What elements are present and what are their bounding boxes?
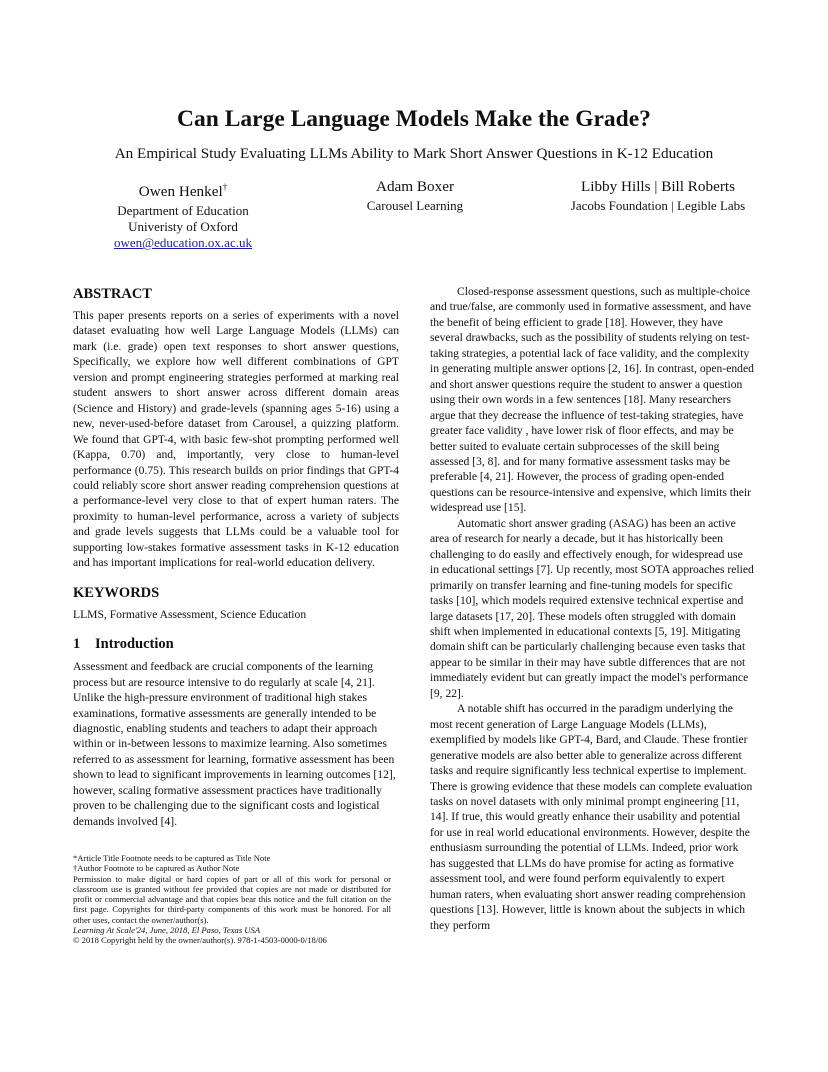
- author-block-henkel: [93, 178, 273, 251]
- introduction-heading: 1 Introduction: [73, 636, 174, 653]
- abstract-heading: ABSTRACT: [73, 286, 152, 302]
- keywords-text: LLMS, Formative Assessment, Science Education: [73, 607, 307, 621]
- author-block-boxer: [335, 178, 495, 214]
- author-footnote: †Author Footnote to be captured as Author Note: [73, 863, 240, 874]
- venue-line: Learning At Scale'24, June, 2018, El Paso, Texas USA: [73, 925, 261, 936]
- body-paragraph: A notable shift has occurred in the paradigm underlying the most recent generation of Large Language Models (LLMs), exemplified by models like GPT-4, Bard, and Claude. These frontier generative models are also better able to generalize across different tasks and require significantly less technical expertise to implement. There is growing evidence that these models can complete evaluation tasks on novel datasets with only minimal prompt engineering [11, 14]. If true, this would greatly enhance their usability and potential for use in real world educational environments. However, despite the enthusiasm surrounding the potential of LLMs. Indeed, prior work has suggested that LLMs do have promise for acting as formative assessment tool, and were found perform equivalently to expert human raters, when evaluating short answer reading comprehension questions [13]. However, little is known about the subjects in which they perform: [430, 702, 753, 932]
- right-column: [430, 284, 754, 933]
- copyright-line: © 2018 Copyright held by the owner/author(s). 978-1-4503-0000-0/18/06: [73, 935, 327, 946]
- keywords-heading: KEYWORDS: [73, 584, 160, 601]
- body-paragraph: Automatic short answer grading (ASAG) has been an active area of research for nearly a decade, but it has historically been challenging to do easily and effectively enough, for widespread use in educational settings [7]. Up recently, most SOTA approaches relied primarily on transfer learning and fine-tuning models for specific tasks [10], which models required extensive technical expertise and large datasets [17, 20]. These models often struggled with domain shift when implemented in educational contexts [5, 19]. Mitigating domain shift can be particularly challenging because even tasks that appear to be similar in their may have subtle differences that are not immediately evident but can greatly impact the model's performance [9, 22].: [430, 516, 754, 700]
- abstract-text: This paper presents reports on a series of experiments with a novel dataset evaluating how well Large Language Models (LLMs) can mark (i.e. grade) open text responses to short answer questions, Specifically, we explore how well different combinations of GPT version and prompt engineering strategies performed at marking real student answers to short answer across different domain areas (Science and History) and grade-levels (spanning ages 5-16) using a new, never-used-before dataset from Carousel, a quizzing platform. We found that GPT-4, with basic few-shot prompting performed well (Kappa, 0.70) and, importantly, very close to human-level performance (0.75). This research builds on prior findings that GPT-4 could reliably score short answer reading comprehension questions at a performance-level very close to that of expert human raters. The proximity to human-level performance, across a variety of subjects and grade levels suggests that LLMs could be a valuable tool for supporting low-stakes formative assessment tasks in K-12 education and has important implications for real-world education delivery.: [73, 309, 399, 570]
- author-name: Libby Hills | Bill Roberts: [580, 178, 736, 195]
- title-footnote: *Article Title Footnote needs to be captured as Title Note: [73, 853, 271, 863]
- paper-subtitle: An Empirical Study Evaluating LLMs Ability to Mark Short Answer Questions in K-12 Education: [114, 145, 714, 162]
- author-affiliation: Univeristy of Oxford: [128, 219, 238, 235]
- author-block-hills-roberts: [548, 178, 768, 214]
- author-affiliation: Department of Education: [117, 203, 249, 219]
- footnotes: [73, 853, 391, 946]
- permission-notice: Permission to make digital or hard copies of part or all of this work for personal or classroom use is granted without fee provided that copies are not made or distributed for profit or commercial advantage and that copies bear this notice and the full citation on the first page. Copyrights for third-party components of this work must be honored. For all other uses, contact the owner/author(s).: [73, 873, 391, 925]
- author-name: Owen Henkel†: [138, 182, 228, 201]
- author-email-link[interactable]: owen@education.ox.ac.uk: [114, 235, 252, 251]
- author-affiliation: Carousel Learning: [366, 198, 464, 213]
- body-paragraph: Closed-response assessment questions, such as multiple-choice and true/false, are commonly used in formative assessment, and have the benefit of being efficient to grade [18]. However, they have several drawbacks, such as the possibility of students relying on test-taking strategies, a potential lack of face validity, and the complexity in generating multiple answer options [2, 16]. In contrast, open-ended and short answer questions require the student to answer a question using their own words in a few sentences [18]. Many researchers argue that they decrease the influence of test-taking strategies, have greater face validity , have lower risk of floor effects, and may be better suited to evaluate certain subprocesses of the skill being assessed [3, 8]. and for many formative assessment tasks may be preferable [4, 21]. However, the process of grading open-ended questions can be resource-intensive and expensive, which limits their widespread use [15].: [430, 285, 754, 515]
- introduction-paragraph: Assessment and feedback are crucial components of the learning process but are resource intensive to do regularly at scale [4, 21]. Unlike the high-pressure environment of traditional high stakes examinations, formative assessments are generally intended to be diagnostic, enabling students and teachers to adapt their approach within or in-between lessons to maximize learning. Also sometimes referred to as assessment for learning, formative assessment has been shown to lead to significant improvements in learning outcomes [12], however, scaling formative assessment practices have traditionally proven to be challenging due to the significant costs and logistical demands involved [4].: [73, 660, 396, 828]
- left-column: [73, 284, 399, 829]
- author-affiliation: Jacobs Foundation | Legible Labs: [570, 198, 746, 213]
- paper-title: Can Large Language Models Make the Grade?: [177, 106, 651, 132]
- author-name: Adam Boxer: [375, 178, 455, 195]
